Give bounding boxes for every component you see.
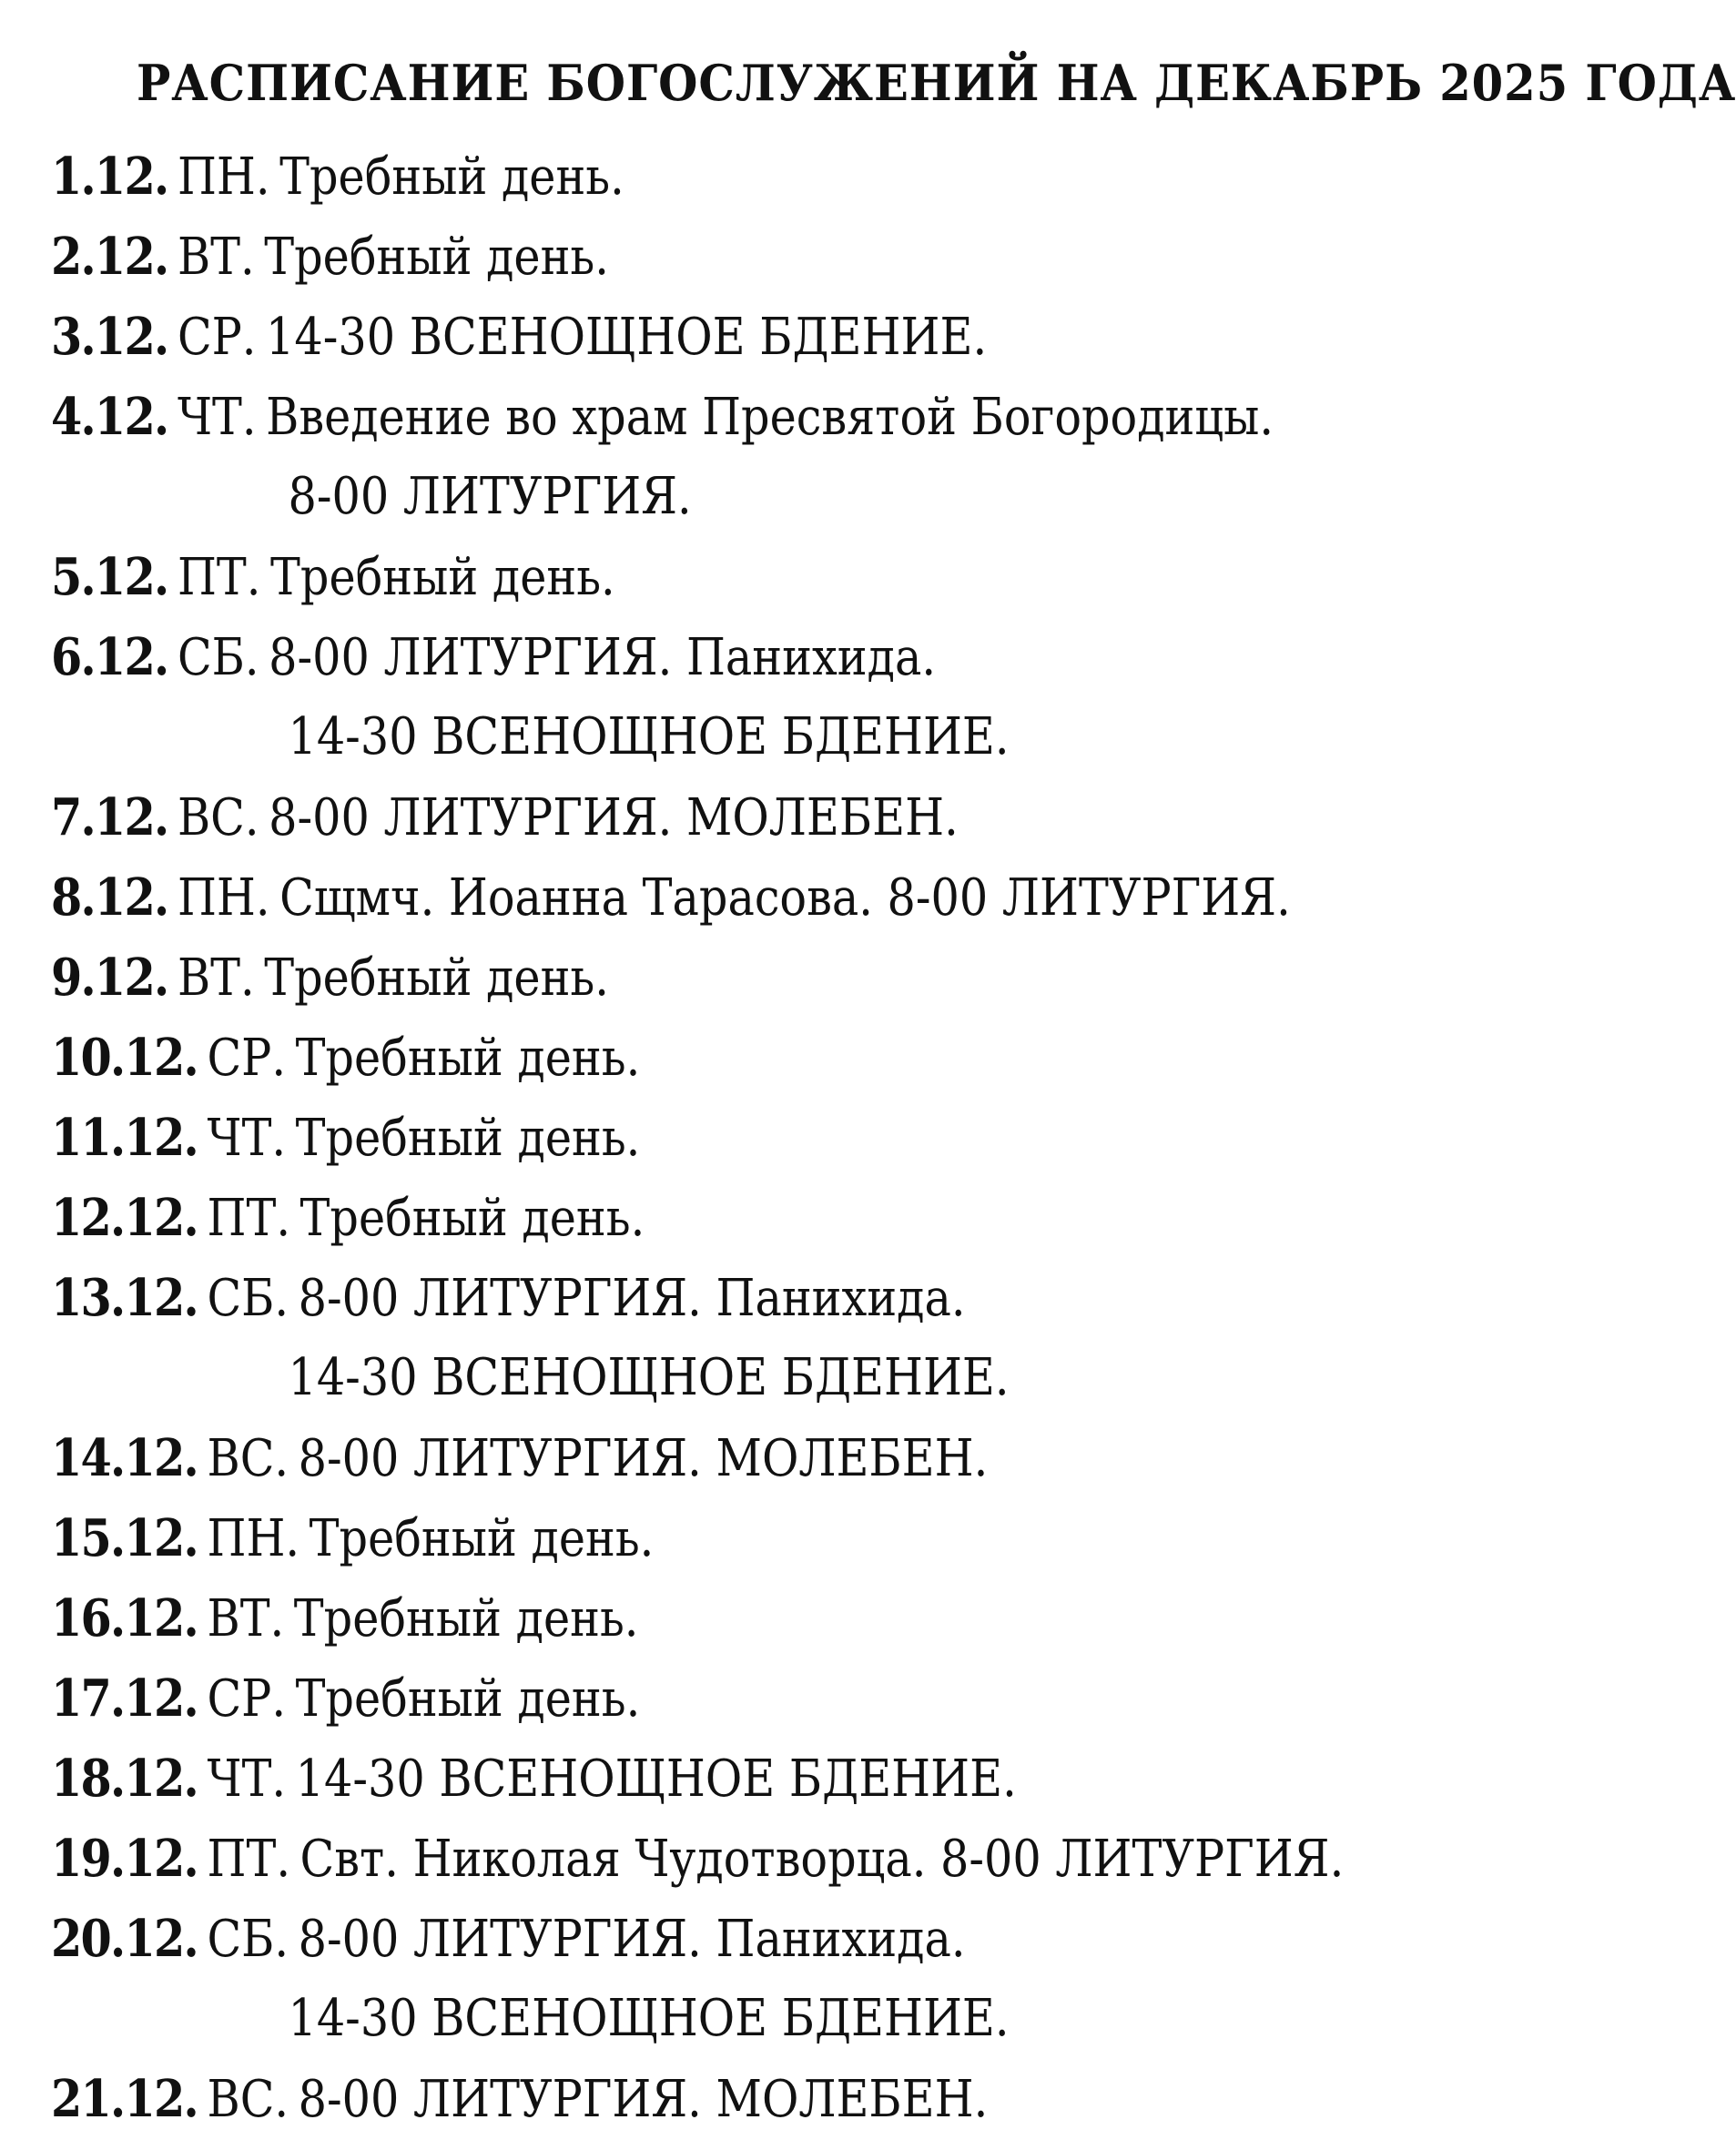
- entry-weekday: ВТ.: [177, 948, 255, 1008]
- entry-weekday: ПН.: [177, 147, 270, 207]
- schedule-entry: [51, 777, 1471, 857]
- entry-service: Требный день.: [270, 548, 615, 607]
- schedule-entry: [51, 377, 1471, 537]
- schedule-entry: [51, 617, 1471, 777]
- entry-service: Введение во храм Пресвятой Богородицы.: [266, 388, 1274, 447]
- schedule-entry: [51, 297, 1471, 377]
- entry-service: Требный день.: [299, 1189, 645, 1248]
- entry-weekday: СР.: [177, 308, 257, 367]
- entry-weekday: СБ.: [207, 1269, 289, 1328]
- entry-date: 4.12.: [51, 387, 168, 447]
- entry-weekday: ПТ.: [207, 1189, 290, 1248]
- schedule-entry: [51, 537, 1471, 617]
- schedule-line: [51, 1098, 1301, 1178]
- entry-date: 16.12.: [51, 1588, 198, 1648]
- schedule-entry: [51, 1739, 1471, 1819]
- entry-weekday: СР.: [207, 1669, 287, 1729]
- schedule-line-continuation: 14-30 ВСЕНОЩНОЕ БДЕНИЕ.: [288, 1989, 1010, 2048]
- schedule-line-continuation: 14-30 ВСЕНОЩНОЕ БДЕНИЕ.: [288, 1348, 1010, 1407]
- entry-service: 8-00 ЛИТУРГИЯ. Панихида.: [298, 1269, 966, 1328]
- schedule-entry: [51, 1819, 1471, 1899]
- entry-service: Свт. Николая Чудотворца. 8-00 ЛИТУРГИЯ.: [299, 1830, 1345, 1889]
- entry-weekday: ПТ.: [207, 1830, 290, 1889]
- entry-service: Требный день.: [295, 1109, 641, 1168]
- entry-weekday: СР.: [207, 1029, 287, 1088]
- schedule-line-continuation: 8-00 ЛИТУРГИЯ.: [288, 467, 692, 526]
- entry-service: 8-00 ЛИТУРГИЯ. МОЛЕБЕН.: [269, 788, 959, 847]
- schedule-entry: [51, 1178, 1471, 1258]
- entry-date: 2.12.: [51, 227, 168, 287]
- schedule-entry: [51, 1658, 1471, 1739]
- entry-weekday: ПН.: [177, 868, 270, 928]
- schedule-line: [51, 1178, 1301, 1258]
- schedule-line: [51, 377, 1301, 457]
- schedule-line: [51, 1578, 1301, 1658]
- page-title: РАСПИСАНИЕ БОГОСЛУЖЕНИЙ НА ДЕКАБРЬ 2025 ГОДА: [137, 54, 1736, 112]
- entry-weekday: ВТ.: [207, 1589, 285, 1648]
- schedule-list: [51, 137, 1471, 2139]
- entry-date: 21.12.: [51, 2069, 198, 2129]
- entry-weekday: ЧТ.: [207, 1109, 287, 1168]
- entry-weekday: ЧТ.: [207, 1750, 287, 1809]
- schedule-line: [51, 1658, 1301, 1739]
- schedule-entry: [51, 1258, 1471, 1418]
- schedule-entry: [51, 1498, 1471, 1578]
- schedule-line: [51, 297, 1301, 377]
- schedule-entry: [51, 938, 1471, 1018]
- schedule-line: [51, 217, 1301, 297]
- schedule-entry: [51, 1098, 1471, 1178]
- entry-service: Требный день.: [295, 1669, 641, 1729]
- schedule-line: [51, 137, 1301, 217]
- schedule-entry: [51, 1899, 1471, 2059]
- entry-date: 1.12.: [51, 147, 168, 207]
- entry-weekday: ЧТ.: [177, 388, 257, 447]
- entry-date: 18.12.: [51, 1749, 198, 1809]
- entry-weekday: СБ.: [177, 628, 259, 687]
- entry-date: 7.12.: [51, 787, 168, 847]
- entry-weekday: ВТ.: [177, 228, 255, 287]
- entry-date: 3.12.: [51, 307, 168, 367]
- entry-weekday: ВС.: [207, 1429, 289, 1488]
- entry-date: 13.12.: [51, 1268, 198, 1328]
- entry-date: 11.12.: [51, 1108, 198, 1168]
- schedule-line: [51, 938, 1301, 1018]
- schedule-line: [51, 2059, 1301, 2139]
- schedule-entry: [51, 2059, 1471, 2139]
- entry-date: 9.12.: [51, 948, 168, 1008]
- entry-weekday: ВС.: [177, 788, 259, 847]
- schedule-line: [51, 777, 1301, 857]
- entry-service: Требный день.: [264, 228, 609, 287]
- schedule-line-continuation: 14-30 ВСЕНОЩНОЕ БДЕНИЕ.: [288, 707, 1010, 766]
- entry-service: Требный день.: [279, 147, 624, 207]
- schedule-line: [51, 1739, 1301, 1819]
- entry-date: 14.12.: [51, 1428, 198, 1488]
- schedule-line: [51, 857, 1301, 938]
- entry-weekday: СБ.: [207, 1910, 289, 1969]
- entry-date: 17.12.: [51, 1668, 198, 1729]
- entry-date: 12.12.: [51, 1188, 198, 1248]
- entry-service: Требный день.: [293, 1589, 639, 1648]
- schedule-line: [51, 1899, 1301, 1979]
- entry-service: 8-00 ЛИТУРГИЯ. МОЛЕБЕН.: [298, 2070, 989, 2129]
- entry-service: Сщмч. Иоанна Тарасова. 8-00 ЛИТУРГИЯ.: [279, 868, 1291, 928]
- entry-service: Требный день.: [264, 948, 609, 1008]
- entry-date: 10.12.: [51, 1028, 198, 1088]
- entry-date: 8.12.: [51, 867, 168, 928]
- entry-service: 14-30 ВСЕНОЩНОЕ БДЕНИЕ.: [295, 1750, 1017, 1809]
- schedule-line: [51, 1418, 1301, 1498]
- entry-service: 8-00 ЛИТУРГИЯ. Панихида.: [298, 1910, 966, 1969]
- schedule-entry: [51, 1578, 1471, 1658]
- entry-date: 6.12.: [51, 627, 168, 687]
- entry-service: Требный день.: [295, 1029, 641, 1088]
- entry-date: 5.12.: [51, 547, 168, 607]
- schedule-entry: [51, 1018, 1471, 1098]
- schedule-entry: [51, 137, 1471, 217]
- entry-weekday: ВС.: [207, 2070, 289, 2129]
- schedule-entry: [51, 217, 1471, 297]
- schedule-line: [51, 1498, 1301, 1578]
- schedule-line: [51, 1258, 1301, 1338]
- schedule-entry: [51, 1418, 1471, 1498]
- schedule-line: [51, 537, 1301, 617]
- entry-weekday: ПН.: [207, 1509, 300, 1568]
- entry-date: 19.12.: [51, 1829, 198, 1889]
- schedule-line: [51, 1819, 1345, 1899]
- entry-service: Требный день.: [309, 1509, 655, 1568]
- entry-date: 20.12.: [51, 1909, 198, 1969]
- schedule-entry: [51, 857, 1471, 938]
- entry-weekday: ПТ.: [177, 548, 261, 607]
- schedule-line: [51, 617, 1301, 697]
- entry-service: 8-00 ЛИТУРГИЯ. МОЛЕБЕН.: [298, 1429, 989, 1488]
- schedule-line: [51, 1018, 1301, 1098]
- entry-service: 8-00 ЛИТУРГИЯ. Панихида.: [269, 628, 937, 687]
- entry-date: 15.12.: [51, 1508, 198, 1568]
- entry-service: 14-30 ВСЕНОЩНОЕ БДЕНИЕ.: [266, 308, 988, 367]
